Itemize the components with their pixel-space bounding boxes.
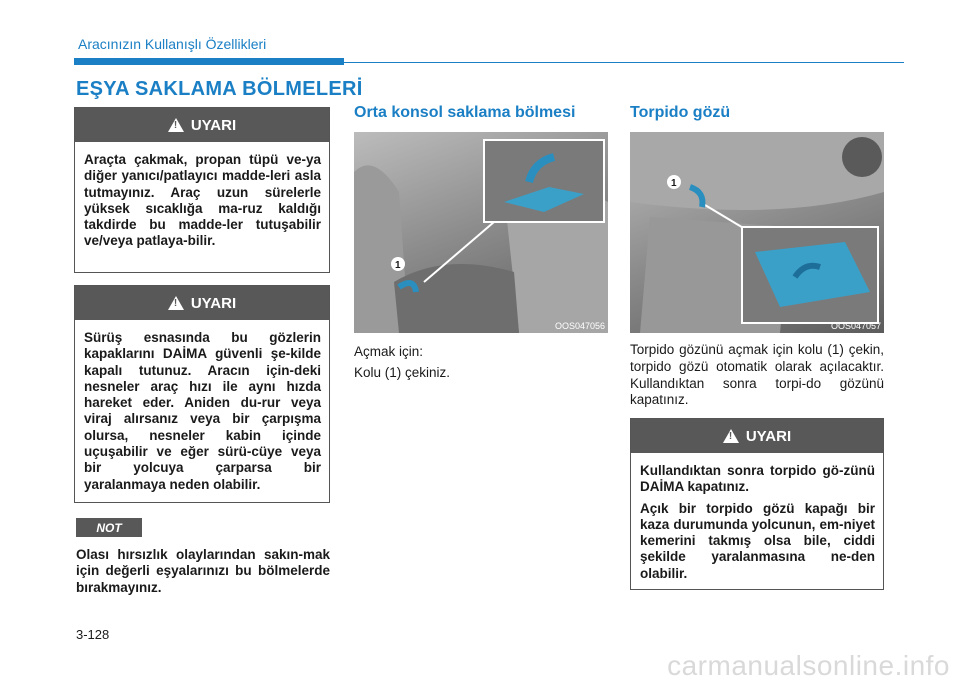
page-number: 3-128	[76, 627, 110, 642]
callout-label: 1	[395, 260, 401, 271]
instruction-line: Kolu (1) çekiniz.	[354, 364, 451, 380]
warning-heading: UYARI	[190, 294, 237, 312]
dashboard-shape	[630, 132, 884, 210]
header-rule	[344, 62, 904, 63]
warning-body	[75, 320, 329, 501]
glove-box-title: Torpido gözü	[630, 104, 731, 121]
warning-text: Araçta çakmak, propan tüpü ve-ya diğer yanıcı/patlayıcı madde-leri asla tutmayınız. Araç uzun sürelerle yüksek sıcaklığa ma-ruz kaldığı takdirde bu madde-ler tutuşabilir ve/veya patlaya-bilir.	[84, 152, 321, 249]
center-console-text	[354, 344, 608, 382]
warning-triangle-icon	[723, 429, 739, 443]
warning-header	[631, 419, 883, 453]
warning-body	[631, 453, 883, 590]
glove-box-photo	[630, 132, 884, 333]
warning-text: Sürüş esnasında bu gözlerin kapaklarını DAİMA güvenli şe-kilde kapalı tutunuz. Aracın için-deki nesneler araç hızı ile aynı hızda hareket eder. Aniden du-rur veya viraj alırsanız veya bir çarpışma olursa, nesneler kabin içinde uçuşabilir ve eğer sürü-cüye veya bir yolcuya çarparsa bir yaralanmaya neden olabilir.	[84, 330, 321, 492]
warning-header	[75, 286, 329, 320]
note-text: Olası hırsızlık olaylarından sakın-mak için değerli eşyalarınızı bu bölmelerde bırakmayınız.	[76, 547, 330, 595]
warning-heading: UYARI	[190, 116, 237, 134]
warning-text: Kullandıktan sonra torpido gö-zünü DAİMA kapatınız.	[640, 463, 875, 495]
note-badge: NOT	[76, 518, 142, 537]
header-accent-bar	[74, 58, 344, 65]
air-vent-shape	[842, 137, 882, 177]
warning-header	[75, 108, 329, 142]
warning-text: Açık bir torpido gözü kapağı bir kaza durumunda yolcunun, em-niyet kemerini takmış olsa bile, ciddi şekilde yaralanmasına ne-den olabilir.	[640, 500, 875, 581]
center-console-photo	[354, 132, 608, 333]
warning-heading: UYARI	[745, 427, 792, 445]
instruction-line: Açmak için:	[354, 344, 424, 359]
warning-triangle-icon	[168, 118, 184, 132]
photo-code: OOS047057	[830, 321, 881, 331]
warning-box-lighter	[74, 107, 330, 273]
warning-box-glove-box	[630, 418, 884, 590]
center-console-illustration	[354, 132, 608, 333]
armrest-shape	[394, 264, 519, 333]
center-console-title: Orta konsol saklama bölmesi	[354, 104, 576, 121]
section-title: EŞYA SAKLAMA BÖLMELERİ	[76, 78, 363, 100]
photo-code: OOS047056	[554, 321, 605, 331]
warning-box-driving	[74, 285, 330, 503]
glove-box-text: Torpido gözünü açmak için kolu (1) çekin, torpido gözü otomatik olarak açılacaktır. Kullandıktan sonra torpi-do gözünü kapatınız.	[630, 342, 884, 408]
callout-label: 1	[671, 178, 677, 189]
warning-triangle-icon	[168, 296, 184, 310]
header-title: Aracınızın Kullanışlı Özellikleri	[78, 36, 267, 52]
watermark: carmanualsonline.info	[667, 650, 950, 681]
glove-box-illustration	[630, 132, 884, 333]
warning-body	[75, 142, 329, 258]
